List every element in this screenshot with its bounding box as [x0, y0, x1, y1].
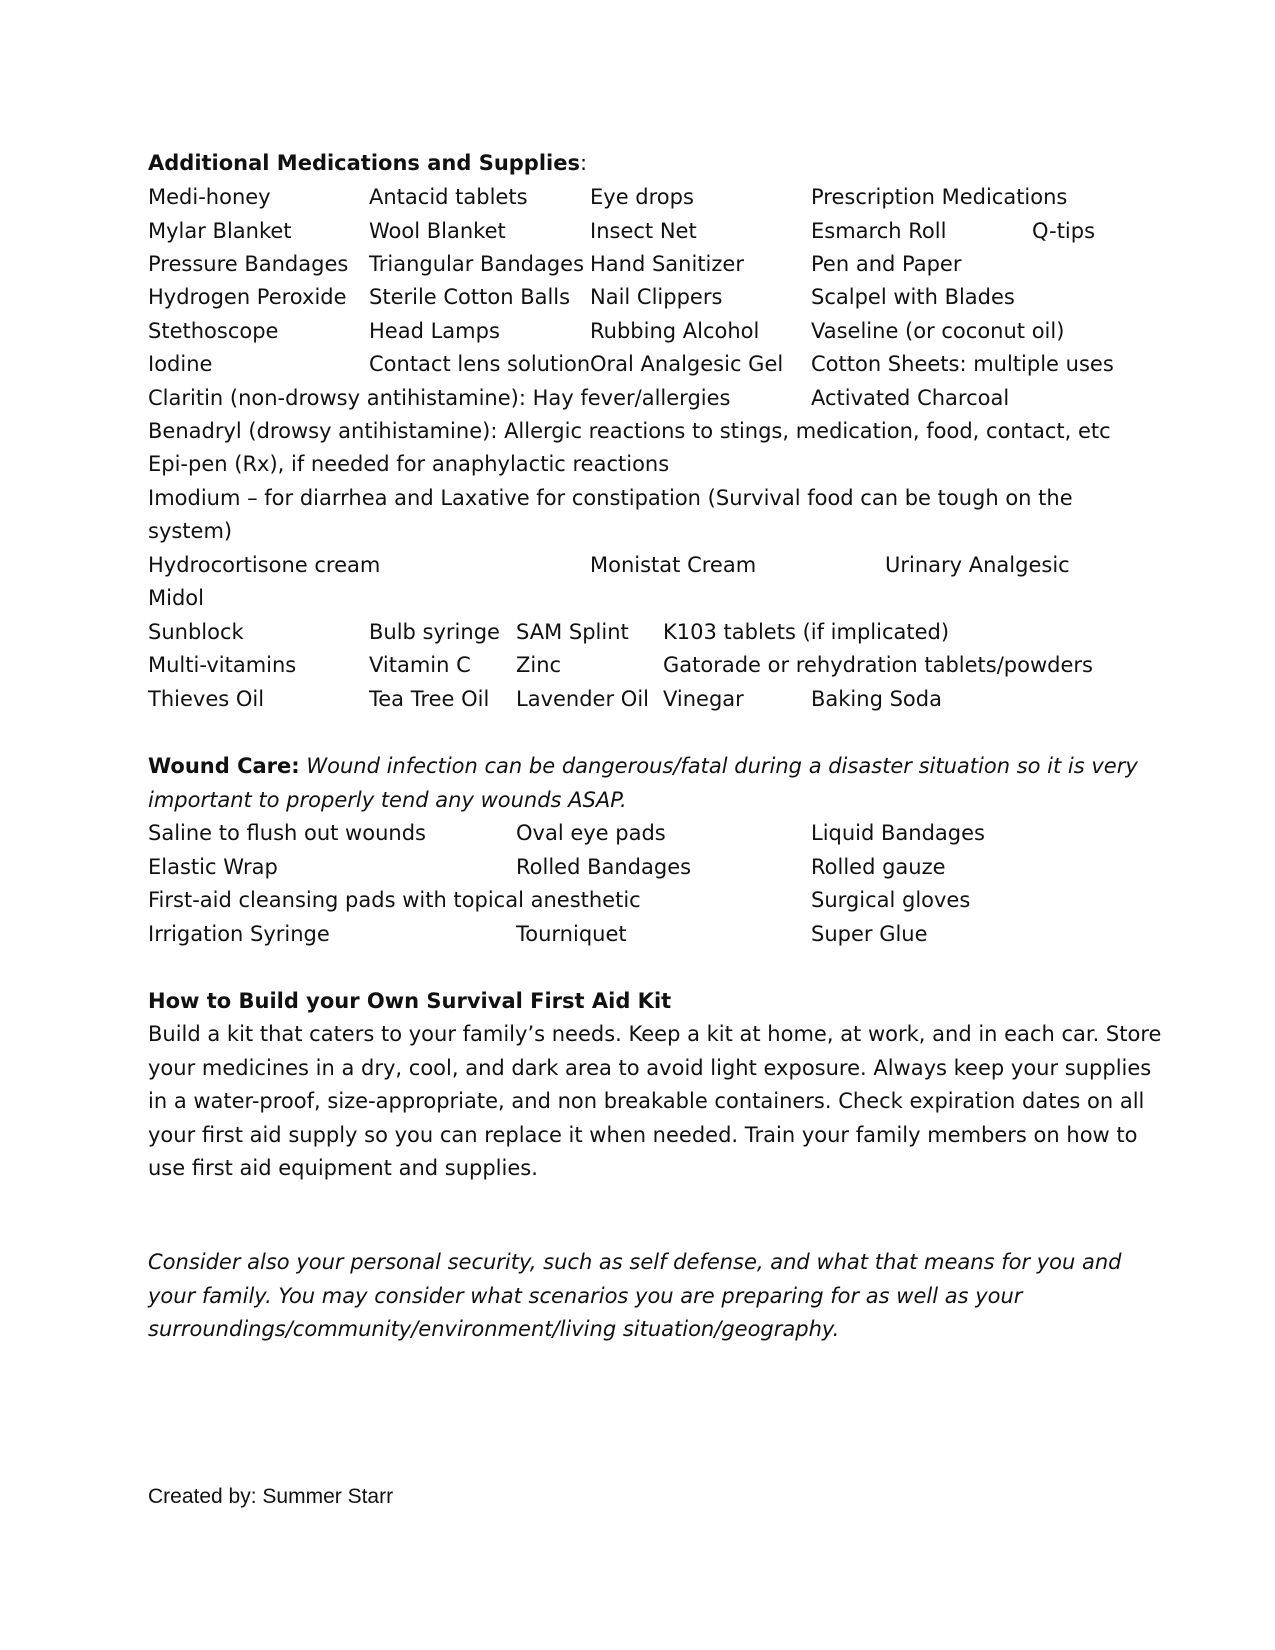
wound-care-intro-line-1 — [148, 753, 1138, 779]
build-kit-paragraph-line: your medicines in a dry, cool, and dark area to avoid light exposure. Always keep your supplies — [148, 1056, 1152, 1080]
med-item: Sterile Cotton Balls — [369, 285, 571, 309]
med-item: Lavender Oil — [516, 687, 649, 711]
wound-item: Oval eye pads — [516, 821, 666, 845]
wound-care-heading: Wound Care: — [148, 754, 300, 778]
activated-charcoal: Activated Charcoal — [811, 386, 1010, 410]
med-item: Vaseline (or coconut oil) — [811, 319, 1065, 343]
med-item: Rubbing Alcohol — [590, 319, 760, 343]
build-kit-paragraph-line: in a water-proof, size-appropriate, and non breakable containers. Check expiration dates on all — [148, 1089, 1145, 1113]
monistat: Monistat Cream — [590, 553, 757, 577]
med-item: Baking Soda — [811, 687, 942, 711]
imodium-line-1: Imodium – for diarrhea and Laxative for constipation (Survival food can be tough on the — [148, 486, 1073, 510]
med-item: SAM Splint — [516, 620, 629, 644]
med-item: Scalpel with Blades — [811, 285, 1015, 309]
medications-heading-suffix: : — [579, 151, 588, 175]
med-item: Triangular Bandages — [369, 252, 585, 276]
med-item: Mylar Blanket — [148, 219, 292, 243]
footer-credit: Created by: Summer Starr — [148, 1485, 394, 1508]
med-item: Hand Sanitizer — [590, 252, 744, 276]
wound-item: Saline to flush out wounds — [148, 821, 426, 845]
wound-care-intro-1: Wound infection can be dangerous/fatal during a disaster situation so it is very — [306, 754, 1138, 778]
med-item: Stethoscope — [148, 319, 279, 343]
med-item: Antacid tablets — [369, 185, 528, 209]
security-note-line: surroundings/community/environment/living situation/geography. — [148, 1317, 840, 1341]
wound-item: Irrigation Syringe — [148, 922, 330, 946]
med-item: Contact lens solution — [369, 352, 591, 376]
med-item: Wool Blanket — [369, 219, 506, 243]
medications-heading: Additional Medications and Supplies — [148, 151, 580, 175]
med-item: Zinc — [516, 653, 562, 677]
med-item: Tea Tree Oil — [369, 687, 490, 711]
med-item: Pen and Paper — [811, 252, 962, 276]
med-item: Thieves Oil — [148, 687, 265, 711]
med-item: Hydrogen Peroxide — [148, 285, 347, 309]
med-item: Insect Net — [590, 219, 697, 243]
med-item: Medi-honey — [148, 185, 271, 209]
wound-item: Liquid Bandages — [811, 821, 985, 845]
epipen-line: Epi-pen (Rx), if needed for anaphylactic reactions — [148, 452, 670, 476]
build-kit-paragraph-line: use first aid equipment and supplies. — [148, 1156, 538, 1180]
build-kit-paragraph-line: your first aid supply so you can replace it when needed. Train your family members on how to — [148, 1123, 1138, 1147]
med-item: Vitamin C — [369, 653, 471, 677]
security-note-line: your family. You may consider what scenarios you are preparing for as well as your — [148, 1284, 1023, 1308]
medications-heading-line — [148, 150, 587, 176]
med-item: Sunblock — [148, 620, 244, 644]
med-item: Iodine — [148, 352, 213, 376]
wound-item: Rolled gauze — [811, 855, 946, 879]
wound-care-intro-2: important to properly tend any wounds ASAP. — [148, 788, 627, 812]
benadryl-line: Benadryl (drowsy antihistamine): Allergic reactions to stings, medication, food, contact, etc — [148, 419, 1111, 443]
midol: Midol — [148, 586, 204, 610]
wound-item: Tourniquet — [516, 922, 627, 946]
wound-item: Rolled Bandages — [516, 855, 692, 879]
urinary-analgesic: Urinary Analgesic — [885, 553, 1070, 577]
med-item: Prescription Medications — [811, 185, 1068, 209]
med-item: Nail Clippers — [590, 285, 723, 309]
build-kit-paragraph-line: Build a kit that caters to your family’s needs. Keep a kit at home, at work, and in each car. Store — [148, 1022, 1162, 1046]
security-note-line: Consider also your personal security, such as self defense, and what that means for you and — [148, 1250, 1122, 1274]
med-item: Oral Analgesic Gel — [590, 352, 784, 376]
wound-item: Surgical gloves — [811, 888, 971, 912]
med-item: K103 tablets (if implicated) — [663, 620, 950, 644]
wound-item: Super Glue — [811, 922, 928, 946]
med-item: Vinegar — [663, 687, 744, 711]
hydrocortisone: Hydrocortisone cream — [148, 553, 381, 577]
med-item: Bulb syringe — [369, 620, 500, 644]
med-item: Q-tips — [1032, 219, 1096, 243]
med-item: Gatorade or rehydration tablets/powders — [663, 653, 1093, 677]
med-item: Multi-vitamins — [148, 653, 297, 677]
med-item: Cotton Sheets: multiple uses — [811, 352, 1114, 376]
claritin-line: Claritin (non-drowsy antihistamine): Hay fever/allergies — [148, 386, 731, 410]
med-item: Esmarch Roll — [811, 219, 947, 243]
wound-item: First-aid cleansing pads with topical anesthetic — [148, 888, 641, 912]
imodium-line-2: system) — [148, 519, 233, 543]
med-item: Eye drops — [590, 185, 694, 209]
med-item: Pressure Bandages — [148, 252, 349, 276]
med-item: Head Lamps — [369, 319, 500, 343]
build-kit-heading: How to Build your Own Survival First Aid Kit — [148, 989, 672, 1013]
wound-item: Elastic Wrap — [148, 855, 278, 879]
